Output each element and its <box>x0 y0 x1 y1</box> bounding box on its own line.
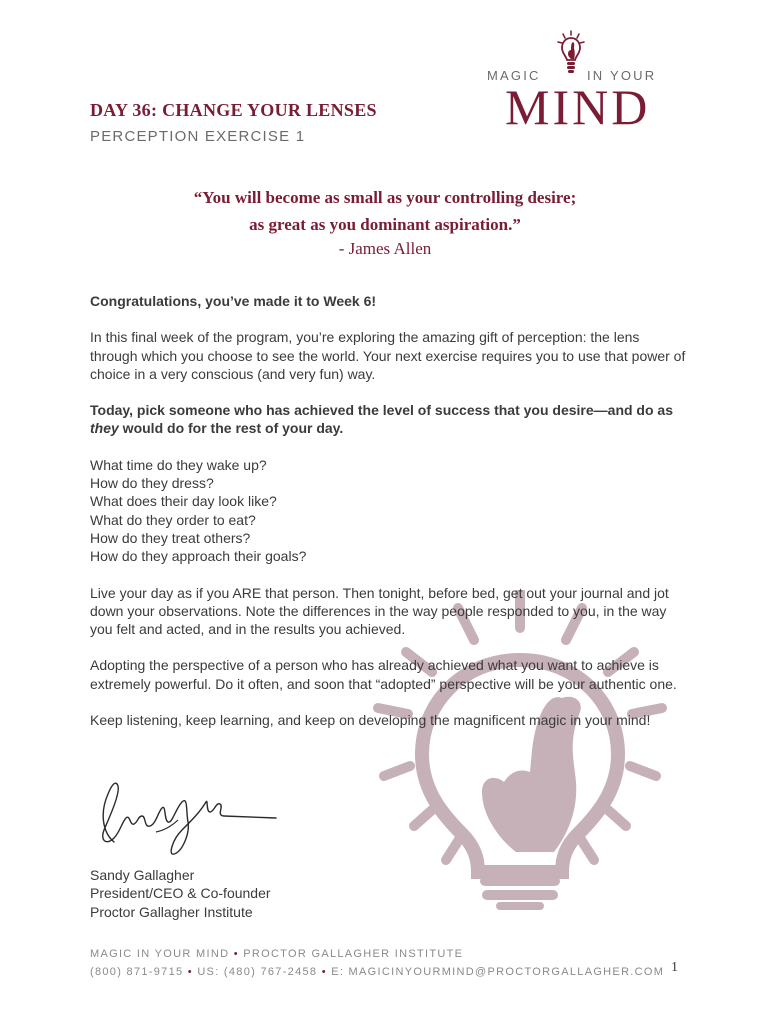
signer-name: Sandy Gallagher <box>90 867 195 883</box>
instruction-text-b: would do for the rest of your day. <box>118 420 344 437</box>
live-your-day-paragraph: Live your day as if you ARE that person. Then tonight, before bed, get out your journal and jot down your observations. Note the differences in the way people responded to you, in the way you felt and acted, and in the results you achieved. <box>90 584 669 638</box>
logo-bulb-icon <box>557 30 585 80</box>
handwritten-signature <box>96 772 281 862</box>
footer-institute: PROCTOR GALLAGHER INSTITUTE <box>243 948 464 960</box>
footer-us-phone: US: (480) 767-2458 <box>197 966 318 978</box>
logo-text-magic: MAGIC <box>487 68 541 83</box>
page-title: DAY 36: CHANGE YOUR LENSES <box>90 100 377 120</box>
logo-text-mind: MIND <box>505 79 651 135</box>
footer-phone: (800) 871-9715 <box>90 966 184 978</box>
quote-line-1: “You will become as small as your controlling desire; <box>193 188 577 207</box>
page-subtitle: PERCEPTION EXERCISE 1 <box>90 128 306 145</box>
question-item: What does their day look like? <box>90 493 277 510</box>
footer-separator: • <box>321 966 327 978</box>
question-list <box>90 456 686 566</box>
footer-line-1 <box>90 945 686 963</box>
question-item: What time do they wake up? <box>90 456 267 473</box>
footer-line-2 <box>90 963 686 981</box>
intro-paragraph: Congratulations, you’ve made it to Week 6! <box>90 293 377 309</box>
question-item: How do they treat others? <box>90 529 251 546</box>
body-text <box>90 292 686 747</box>
question-item: What do they order to eat? <box>90 511 256 528</box>
exercise-instruction <box>90 401 686 438</box>
footer-email: E: MAGICINYOURMIND@PROCTORGALLAGHER.COM <box>331 966 665 978</box>
magic-in-your-mind-logo <box>483 30 679 134</box>
logo-text-in-your: IN YOUR <box>587 68 657 83</box>
closing-paragraph: Keep listening, keep learning, and keep on developing the magnificent magic in your mind! <box>90 712 651 729</box>
footer-separator: • <box>233 948 239 960</box>
signer-organization: Proctor Gallagher Institute <box>90 903 253 920</box>
question-item: How do they approach their goals? <box>90 548 307 565</box>
instruction-emphasis: they <box>90 420 119 437</box>
perspective-paragraph: Adopting the perspective of a person who has already achieved what you want to achieve is extremely powerful. Do it often, and soon that “adopted” perspective will be your authentic one. <box>90 657 677 692</box>
signer-title: President/CEO & Co-founder <box>90 885 271 902</box>
quote-line-2: as great as you dominant aspiration.” <box>249 215 521 234</box>
signature-block <box>90 866 271 921</box>
page-number: 1 <box>671 960 678 975</box>
page-footer <box>90 945 686 981</box>
quote-block <box>90 184 680 260</box>
footer-separator: • <box>187 966 193 978</box>
quote-author: - James Allen <box>338 239 432 258</box>
footer-brand: MAGIC IN YOUR MIND <box>90 948 230 960</box>
question-item: How do they dress? <box>90 475 214 492</box>
instruction-text-a: Today, pick someone who has achieved the level of success that you desire—and do as <box>90 402 673 419</box>
program-paragraph: In this final week of the program, you’re exploring the amazing gift of perception: the lens through which you choose to see the world. Your next exercise requires you to use that power of choice in a very conscious (and very fun) way. <box>90 329 686 382</box>
